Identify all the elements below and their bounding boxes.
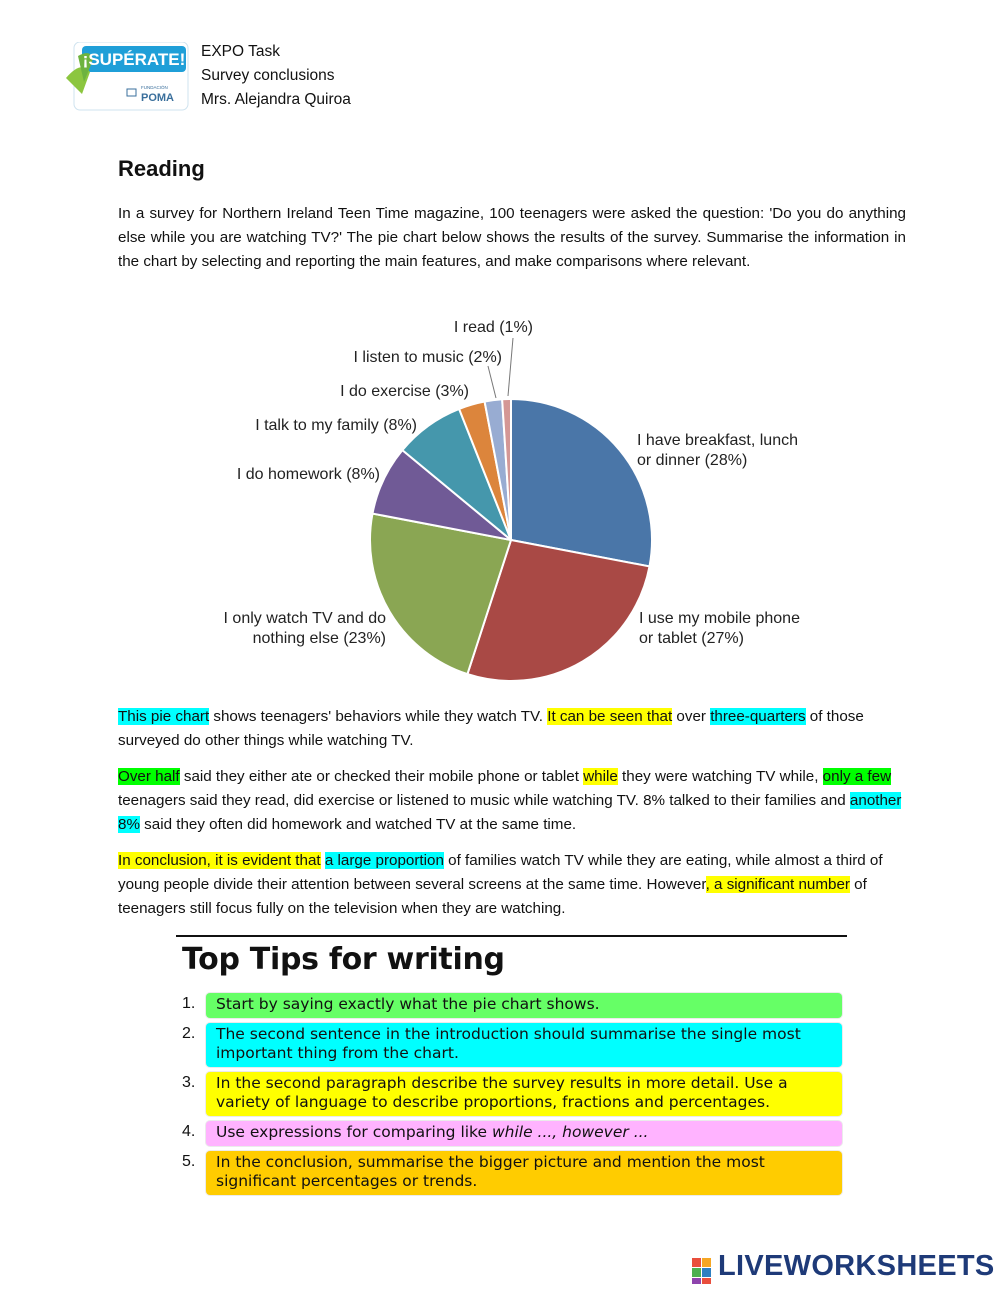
text-run: said they either ate or checked their mobile phone or tablet — [179, 768, 584, 785]
tip-number: 5. — [182, 1153, 196, 1170]
tip-text-italic: while ..., however ... — [491, 1123, 649, 1141]
tip-number: 2. — [182, 1025, 196, 1042]
logo-text: ¡SUPÉRATE! — [82, 50, 186, 69]
highlight-phrase: , a significant number — [705, 876, 850, 893]
task-name: EXPO Task — [201, 43, 280, 60]
tip-text: In the second paragraph describe the survey results in more detail. Use a variety of language to describe proportions, fractions and percentages. — [206, 1072, 842, 1116]
text-run: of families watch TV while they are eating, while almost a third of young people divide their attention between several screens at the same time. However — [118, 852, 883, 893]
tip-number: 3. — [182, 1074, 196, 1091]
logo-sub-small: FUNDACIÓN — [141, 85, 168, 90]
pie-chart — [200, 310, 840, 700]
slice-label: I do homework (8%) — [236, 466, 380, 483]
highlight-phrase: This pie chart — [118, 708, 210, 725]
highlight-phrase: another 8% — [118, 792, 902, 833]
tip-text — [206, 1121, 842, 1146]
text-run: shows teenagers' behaviors while they watch TV. — [209, 708, 548, 725]
text-run: over — [672, 708, 711, 725]
highlight-phrase: while — [583, 768, 618, 785]
slice-label: I use my mobile phone or tablet (27%) — [639, 610, 800, 647]
tip-text: In the conclusion, summarise the bigger picture and mention the most significant percentages or trends. — [206, 1151, 842, 1195]
pie-slice — [511, 399, 652, 566]
highlight-phrase: a large proportion — [324, 852, 444, 869]
text-run: they were watching TV while, — [617, 768, 823, 785]
answer-paragraph-1 — [118, 705, 906, 753]
superate-logo — [64, 42, 190, 112]
tip-text: The second sentence in the introduction should summarise the single most important thing from the chart. — [206, 1023, 842, 1067]
text-run: said they often did homework and watched TV at the same time. — [139, 816, 577, 833]
answer-paragraph-3 — [118, 849, 906, 921]
tips-divider — [176, 935, 847, 937]
highlight-phrase: Over half — [118, 768, 180, 785]
task-subtitle: Survey conclusions — [201, 67, 335, 84]
leader-line — [508, 338, 513, 396]
tip-number: 1. — [182, 995, 196, 1012]
header-info — [201, 40, 351, 112]
answer-paragraph-2 — [118, 765, 906, 837]
slice-label: I talk to my family (8%) — [255, 417, 417, 434]
highlight-phrase: only a few — [822, 768, 892, 785]
slice-label: I listen to music (2%) — [353, 349, 502, 366]
slice-label: I only watch TV and do nothing else (23%) — [223, 610, 386, 647]
slice-label: I have breakfast, lunch or dinner (28%) — [637, 432, 798, 469]
liveworksheets-brand: LIVEWORKSHEETS — [718, 1250, 995, 1282]
text-run: teenagers said they read, did exercise or listened to music while watching TV. 8% talked to their families and — [118, 792, 850, 809]
tip-text-main: Use expressions for comparing like — [216, 1123, 492, 1141]
tip-number: 4. — [182, 1123, 196, 1140]
reading-heading: Reading — [118, 156, 205, 181]
slice-label: I do exercise (3%) — [340, 383, 469, 400]
text-run: of teenagers still focus fully on the television when they are watching. — [118, 876, 867, 917]
tips-title: Top Tips for writing — [182, 942, 505, 977]
teacher-name: Mrs. Alejandra Quiroa — [201, 91, 351, 108]
slice-label: I read (1%) — [453, 319, 533, 336]
highlight-phrase: In conclusion, it is evident that — [118, 852, 321, 869]
highlight-phrase: three-quarters — [710, 708, 806, 725]
text-run: of those surveyed do other things while watching TV. — [118, 708, 864, 749]
leader-line — [488, 366, 496, 398]
logo-sub: POMA — [141, 92, 174, 104]
reading-intro: In a survey for Northern Ireland Teen Time magazine, 100 teenagers were asked the question: 'Do you do anything else while you are watching TV?' The pie chart below shows the results of the survey. Summarise the information in the chart by selecting and reporting the main features, and make comparisons where relevant. — [118, 205, 906, 270]
highlight-phrase: It can be seen that — [547, 708, 673, 725]
tip-text: Start by saying exactly what the pie chart shows. — [206, 993, 842, 1018]
